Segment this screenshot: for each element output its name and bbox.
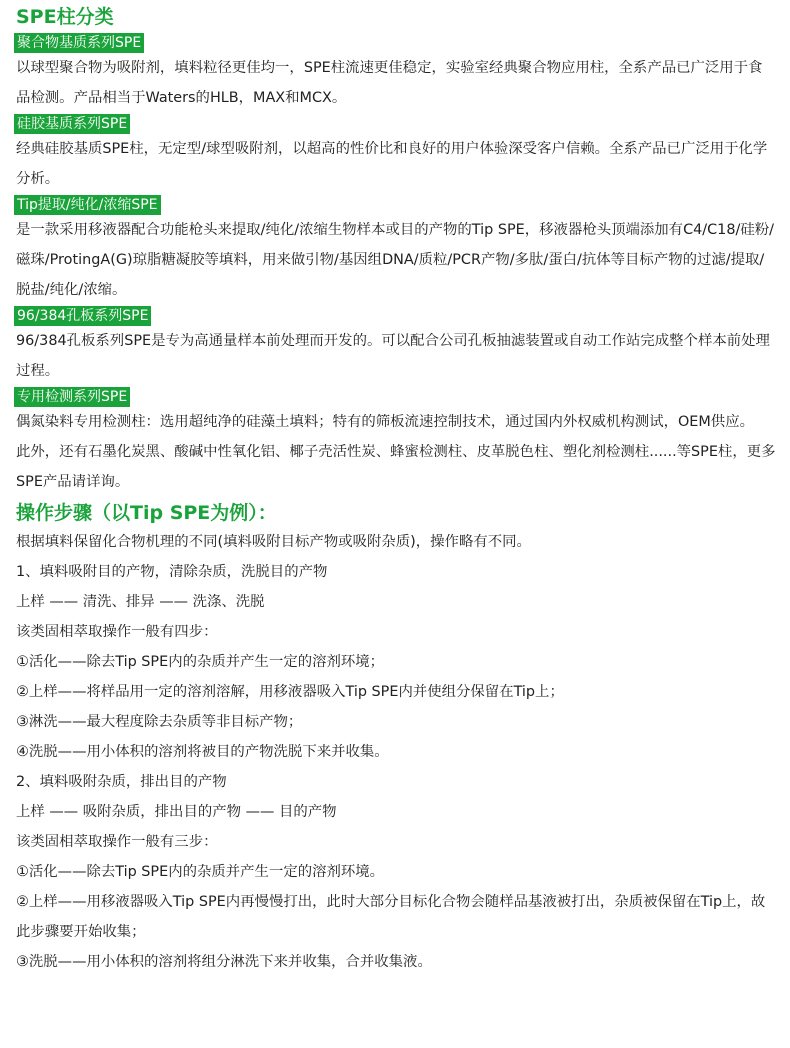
section-text-polymer: 以球型聚合物为吸附剂，填料粒径更佳均一，SPE柱流速更佳稳定，实验室经典聚合物应用柱，全系产品已广泛用于食品检测。产品相当于Waters的HLB，MAX和MCX。 [16,60,763,106]
steps-line: 该类固相萃取操作一般有四步： [16,624,218,640]
page-title: SPE柱分类 [16,6,114,28]
steps-line: ①活化——除去Tip SPE内的杂质并产生一定的溶剂环境； [16,654,385,670]
section-text-special-2: 此外，还有石墨化炭黑、酸碱中性氧化铝、椰子壳活性炭、蜂蜜检测柱、皮革脱色柱、塑化剂检测柱......等SPE柱，更多SPE产品请详询。 [16,444,776,490]
section-heading-plate: 96/384孔板系列SPE [14,306,151,326]
section-tip [14,194,776,305]
steps-line: ①活化——除去Tip SPE内的杂质并产生一定的溶剂环境。 [16,864,385,880]
section-special [14,386,776,497]
steps-line: 该类固相萃取操作一般有三步： [16,834,218,850]
steps-line: ②上样——将样品用一定的溶剂溶解，用移液器吸入Tip SPE内并使组分保留在Tip上； [16,684,564,700]
section-polymer [14,32,776,113]
steps-title: 操作步骤（以Tip SPE为例）： [16,502,277,524]
section-heading-special: 专用检测系列SPE [14,387,130,407]
steps-line: ③洗脱——用小体积的溶剂将组分淋洗下来并收集，合并收集液。 [16,954,432,970]
section-heading-tip: Tip提取/纯化/浓缩SPE [14,195,161,215]
section-text-silica: 经典硅胶基质SPE柱，无定型/球型吸附剂，以超高的性价比和良好的用户体验深受客户信赖。全系产品已广泛用于化学分析。 [16,141,768,187]
steps-line: 2、填料吸附杂质，排出目的产物 [16,774,227,790]
steps-list [14,527,776,977]
section-text-tip: 是一款采用移液器配合功能枪头来提取/纯化/浓缩生物样本或目的产物的Tip SPE，移液器枪头顶端添加有C4/C18/硅粉/磁珠/ProtingA(G)琼脂糖凝胶等填料，用来做引物/基因组DNA/质粒/PCR产物/多肽/蛋白/抗体等目标产物的过滤/提取/脱盐/纯化/浓缩。 [16,222,774,298]
steps-line: 上样 —— 吸附杂质，排出目的产物 —— 目的产物 [16,804,337,820]
steps-line: ③淋洗——最大程度除去杂质等非目标产物； [16,714,303,730]
section-silica [14,113,776,194]
steps-line: 1、填料吸附目的产物，清除杂质，洗脱目的产物 [16,564,328,580]
steps-line: 根据填料保留化合物机理的不同(填料吸附目标产物或吸附杂质)，操作略有不同。 [16,534,531,550]
section-heading-polymer: 聚合物基质系列SPE [14,33,144,53]
section-text-special-1: 偶氮染料专用检测柱：选用超纯净的硅藻土填料；特有的筛板流速控制技术，通过国内外权威机构测试，OEM供应。 [16,414,754,430]
steps-line: ②上样——用移液器吸入Tip SPE内再慢慢打出，此时大部分目标化合物会随样品基液被打出，杂质被保留在Tip上，故此步骤要开始收集； [16,894,766,940]
steps-line: 上样 —— 清洗、排异 —— 洗涤、洗脱 [16,594,265,610]
section-heading-silica: 硅胶基质系列SPE [14,114,130,134]
section-plate [14,305,776,386]
section-text-plate: 96/384孔板系列SPE是专为高通量样本前处理而开发的。可以配合公司孔板抽滤装置或自动工作站完成整个样本前处理过程。 [16,333,770,379]
steps-line: ④洗脱——用小体积的溶剂将被目的产物洗脱下来并收集。 [16,744,389,760]
